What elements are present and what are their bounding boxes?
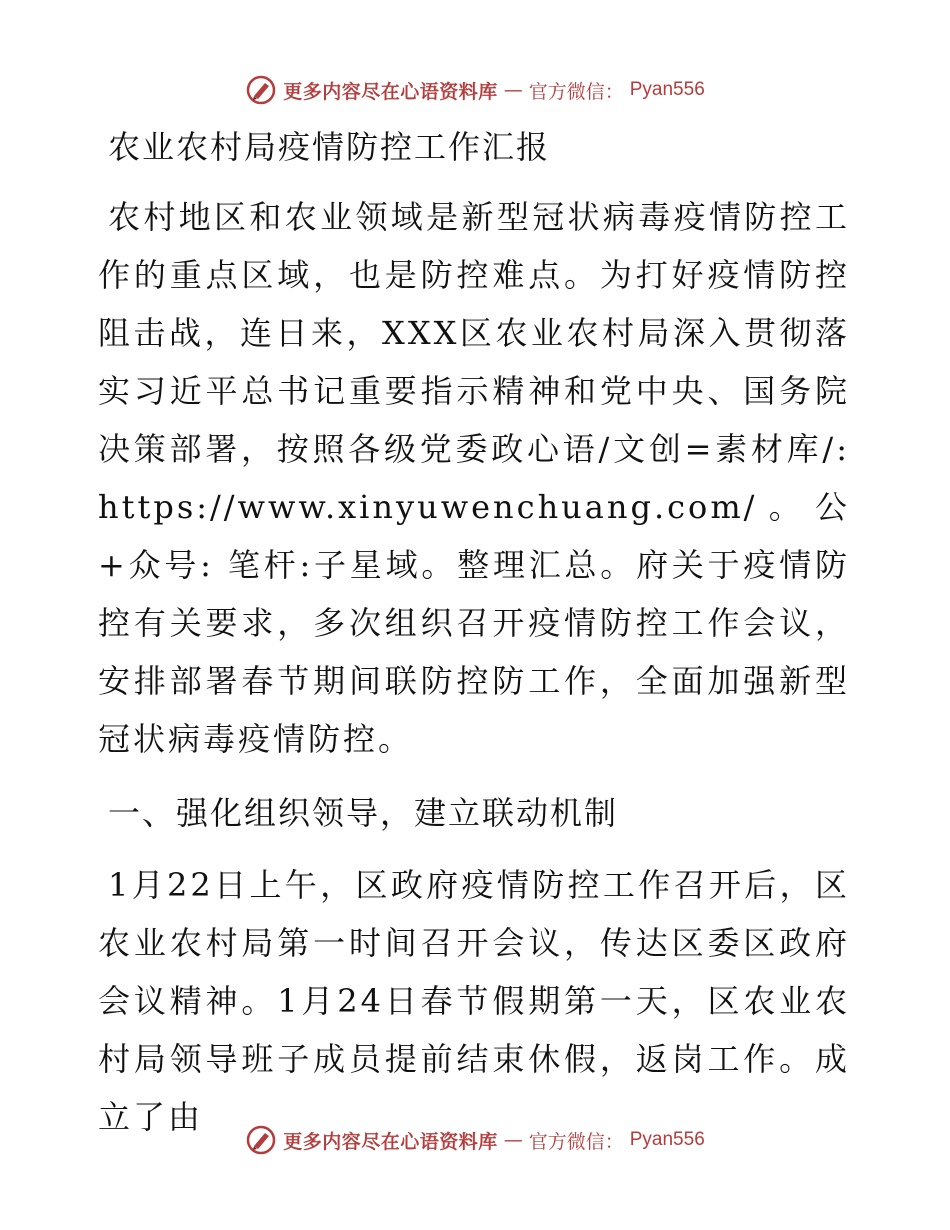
banner-text: 更多内容尽在心语资料库 <box>283 80 498 103</box>
banner-label: 官方微信： <box>528 1130 624 1153</box>
footer-banner <box>0 1120 950 1160</box>
banner-account: Pyan556 <box>629 1129 705 1150</box>
banner-text: 更多内容尽在心语资料库 <box>283 1130 498 1153</box>
intro-paragraph: 农村地区和农业领域是新型冠状病毒疫情防控工作的重点区域，也是防控难点。为打好疫情防控阻击战，连日来，XXX区农业农村局深入贯彻落实习近平总书记重要指示精神和党中央、国务院决策部署，按照各级党委政心语/文创=素材库/: https://www.xinyuwenchuang.com/。公+众号: 笔杆:子星域。整理汇总。府关于疫情防控有关要求，多次组织召开疫情防控工作会议，安排部署春节期间联防控防工作，全面加强新型冠状病毒疫情防控。 <box>98 198 850 758</box>
header-banner <box>0 70 950 110</box>
pen-logo-icon <box>245 1124 277 1156</box>
document-title: 农业农村局疫情防控工作汇报 <box>108 128 551 166</box>
pen-logo-icon <box>245 74 277 106</box>
section-1-heading: 一、强化组织领导，建立联动机制 <box>108 794 619 832</box>
banner-label: 官方微信： <box>528 80 624 103</box>
banner-account: Pyan556 <box>629 79 705 100</box>
banner-separator: — <box>503 1129 523 1151</box>
banner-separator: — <box>503 79 523 101</box>
document-body <box>98 118 850 1162</box>
section-1-paragraph: 1月22日上午，区政府疫情防控工作召开后，区农业农村局第一时间召开会议，传达区委区政府会议精神。1月24日春节假期第一天，区农业农村局领导班子成员提前结束休假，返岗工作。成立了由 <box>98 866 850 1136</box>
